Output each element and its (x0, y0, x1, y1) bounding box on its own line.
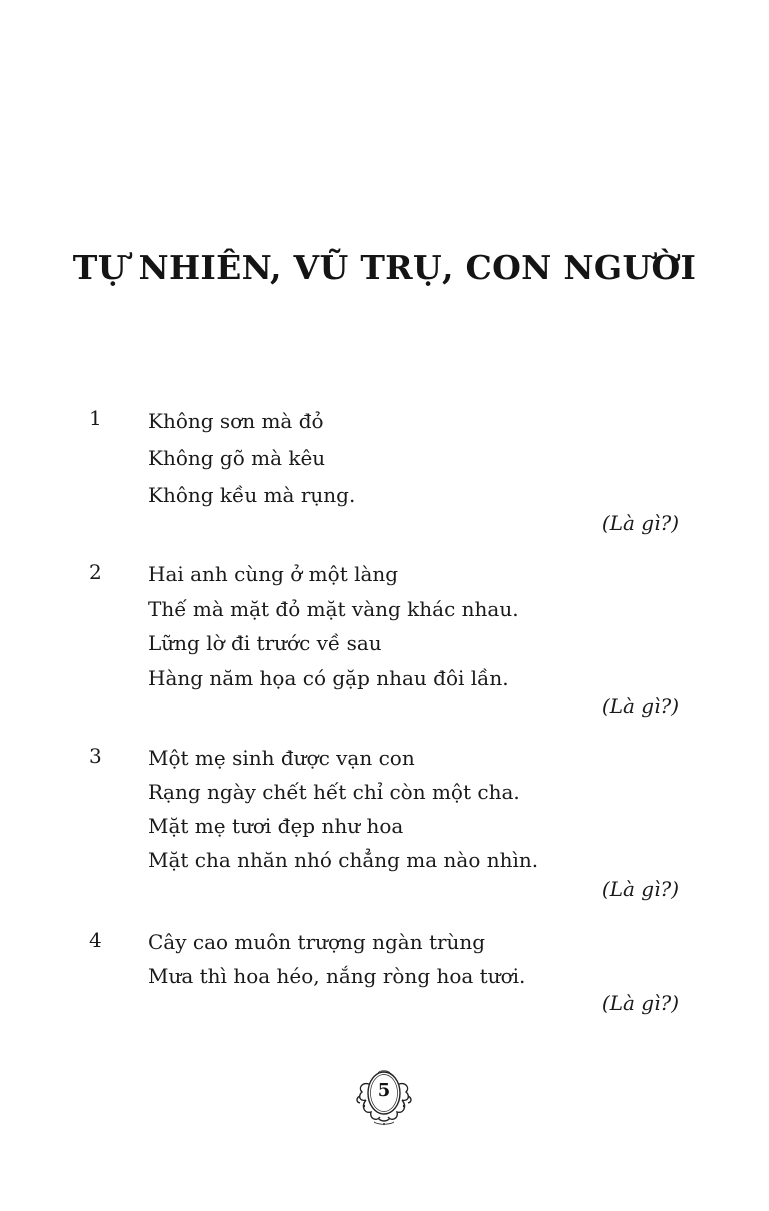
riddle-number: 3 (89, 744, 102, 768)
riddle-line: Mặt mẹ tươi đẹp như hoa (148, 814, 404, 838)
riddle-answer: (Là gì?) (601, 511, 679, 535)
riddle-line: Cây cao muôn trượng ngàn trùng (148, 930, 486, 954)
page-title: TỰ NHIÊN, VŨ TRỤ, CON NGƯỜI (72, 248, 697, 287)
riddle-line: Hai anh cùng ở một làng (148, 562, 399, 586)
page-number: 5 (377, 1080, 391, 1101)
riddle-answer: (Là gì?) (601, 991, 679, 1015)
riddle-line: Không gõ mà kêu (148, 446, 326, 470)
riddle-lines (148, 925, 525, 993)
riddle-answer: (Là gì?) (601, 877, 679, 901)
riddle-line: Mưa thì hoa héo, nắng ròng hoa tươi. (148, 964, 526, 988)
riddle-line: Rạng ngày chết hết chỉ còn một cha. (148, 780, 520, 804)
riddle-number: 1 (89, 406, 102, 430)
riddle-line: Hàng năm họa có gặp nhau đôi lần. (148, 665, 509, 690)
riddle-number: 2 (89, 560, 102, 584)
riddle-answer: (Là gì?) (601, 694, 679, 718)
riddle-number: 4 (89, 928, 102, 952)
riddle-line: Mặt cha nhăn nhó chẳng ma nào nhìn. (148, 848, 539, 872)
riddle-lines (148, 557, 519, 695)
riddle-line: Một mẹ sinh được vạn con (148, 746, 415, 770)
riddle-lines (148, 741, 538, 877)
riddle-line: Không sơn mà đỏ (148, 409, 324, 433)
riddle-line: Thế mà mặt đỏ mặt vàng khác nhau. (148, 596, 519, 621)
page-number-badge (352, 1062, 416, 1128)
riddle-line: Lững lờ đi trước về sau (148, 631, 382, 655)
riddle-lines (148, 403, 355, 514)
riddle-line: Không kều mà rụng. (148, 483, 356, 507)
